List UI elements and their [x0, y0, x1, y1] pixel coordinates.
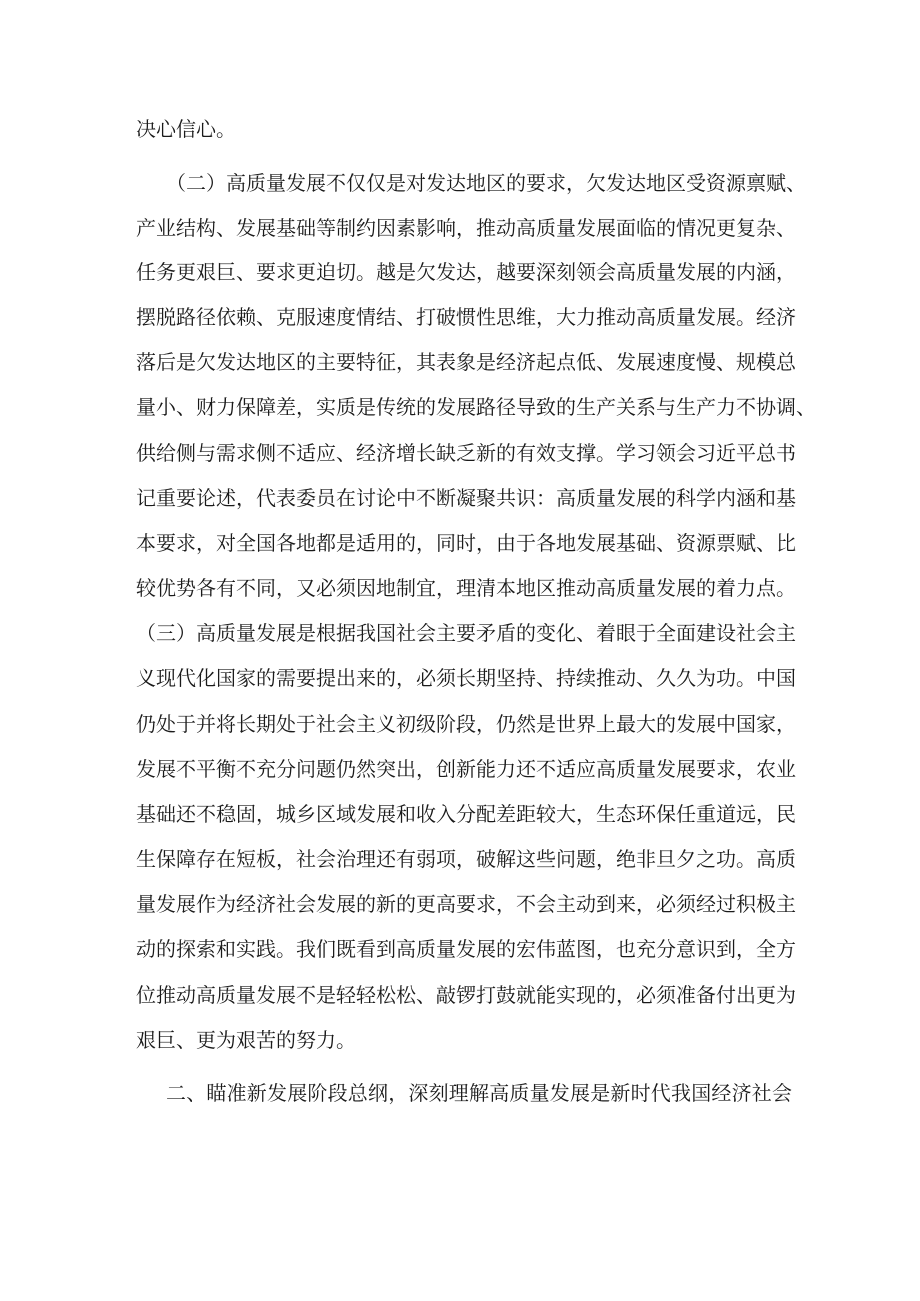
text-line: 落后是欠发达地区的主要特征，其表象是经济起点低、发展速度慢、规模总	[136, 350, 796, 374]
text-line: 任务更艰巨、要求更迫切。越是欠发达，越要深刻领会高质量发展的内涵，	[136, 260, 796, 284]
text-line: 发展不平衡不充分问题仍然突出，创新能力还不适应高质量发展要求，农业	[136, 757, 796, 781]
text-line: 义现代化国家的需要提出来的，必须长期坚持、持续推动、久久为功。中国	[136, 666, 796, 690]
text-line: 产业结构、发展基础等制约因素影响，推动高质量发展面临的情况更复杂、	[136, 216, 796, 240]
section-heading-main: 二、瞄准新发展阶段总纲，深刻理解高质量发展是新时代我国经济社会	[166, 1081, 792, 1105]
text-line: 摆脱路径依赖、克服速度情结、打破惯性思维，大力推动高质量发展。经济	[136, 305, 796, 329]
text-line: 位推动高质量发展不是轻轻松松、敲锣打鼓就能实现的，必须准备付出更为	[136, 983, 796, 1007]
text-line: 动的探索和实践。我们既看到高质量发展的宏伟蓝图，也充分意识到，全方	[136, 937, 796, 961]
section-heading-3: （三）高质量发展是根据我国社会主要矛盾的变化、着眼于全面建设社会主	[136, 621, 796, 645]
text-line: 艰巨、更为艰苦的努力。	[136, 1028, 356, 1052]
text-line: 记重要论述，代表委员在讨论中不断凝聚共识：高质量发展的科学内涵和基	[136, 486, 796, 510]
text-line: 量小、财力保障差，实质是传统的发展路径导致的生产关系与生产力不协调、	[136, 395, 816, 419]
text-line: 较优势各有不同，又必须因地制宜，理清本地区推动高质量发展的着力点。	[136, 576, 796, 600]
text-line: 基础还不稳固，城乡区域发展和收入分配差距较大，生态环保任重道远，民	[136, 802, 796, 826]
text-line: 生保障存在短板，社会治理还有弱项，破解这些问题，绝非旦夕之功。高质	[136, 847, 796, 871]
text-line: 仍处于并将长期处于社会主义初级阶段，仍然是世界上最大的发展中国家，	[136, 712, 796, 736]
text-line: 本要求，对全国各地都是适用的，同时，由于各地发展基础、资源票赋、比	[136, 531, 796, 555]
text-line: 决心信心。	[136, 117, 236, 141]
text-line: 供给侧与需求侧不适应、经济增长缺乏新的有效支撑。学习领会习近平总书	[136, 441, 796, 465]
section-heading-2: （二）高质量发展不仅仅是对发达地区的要求，欠发达地区受资源禀赋、	[166, 171, 806, 195]
text-line: 量发展作为经济社会发展的新的更高要求，不会主动到来，必须经过积极主	[136, 892, 796, 916]
